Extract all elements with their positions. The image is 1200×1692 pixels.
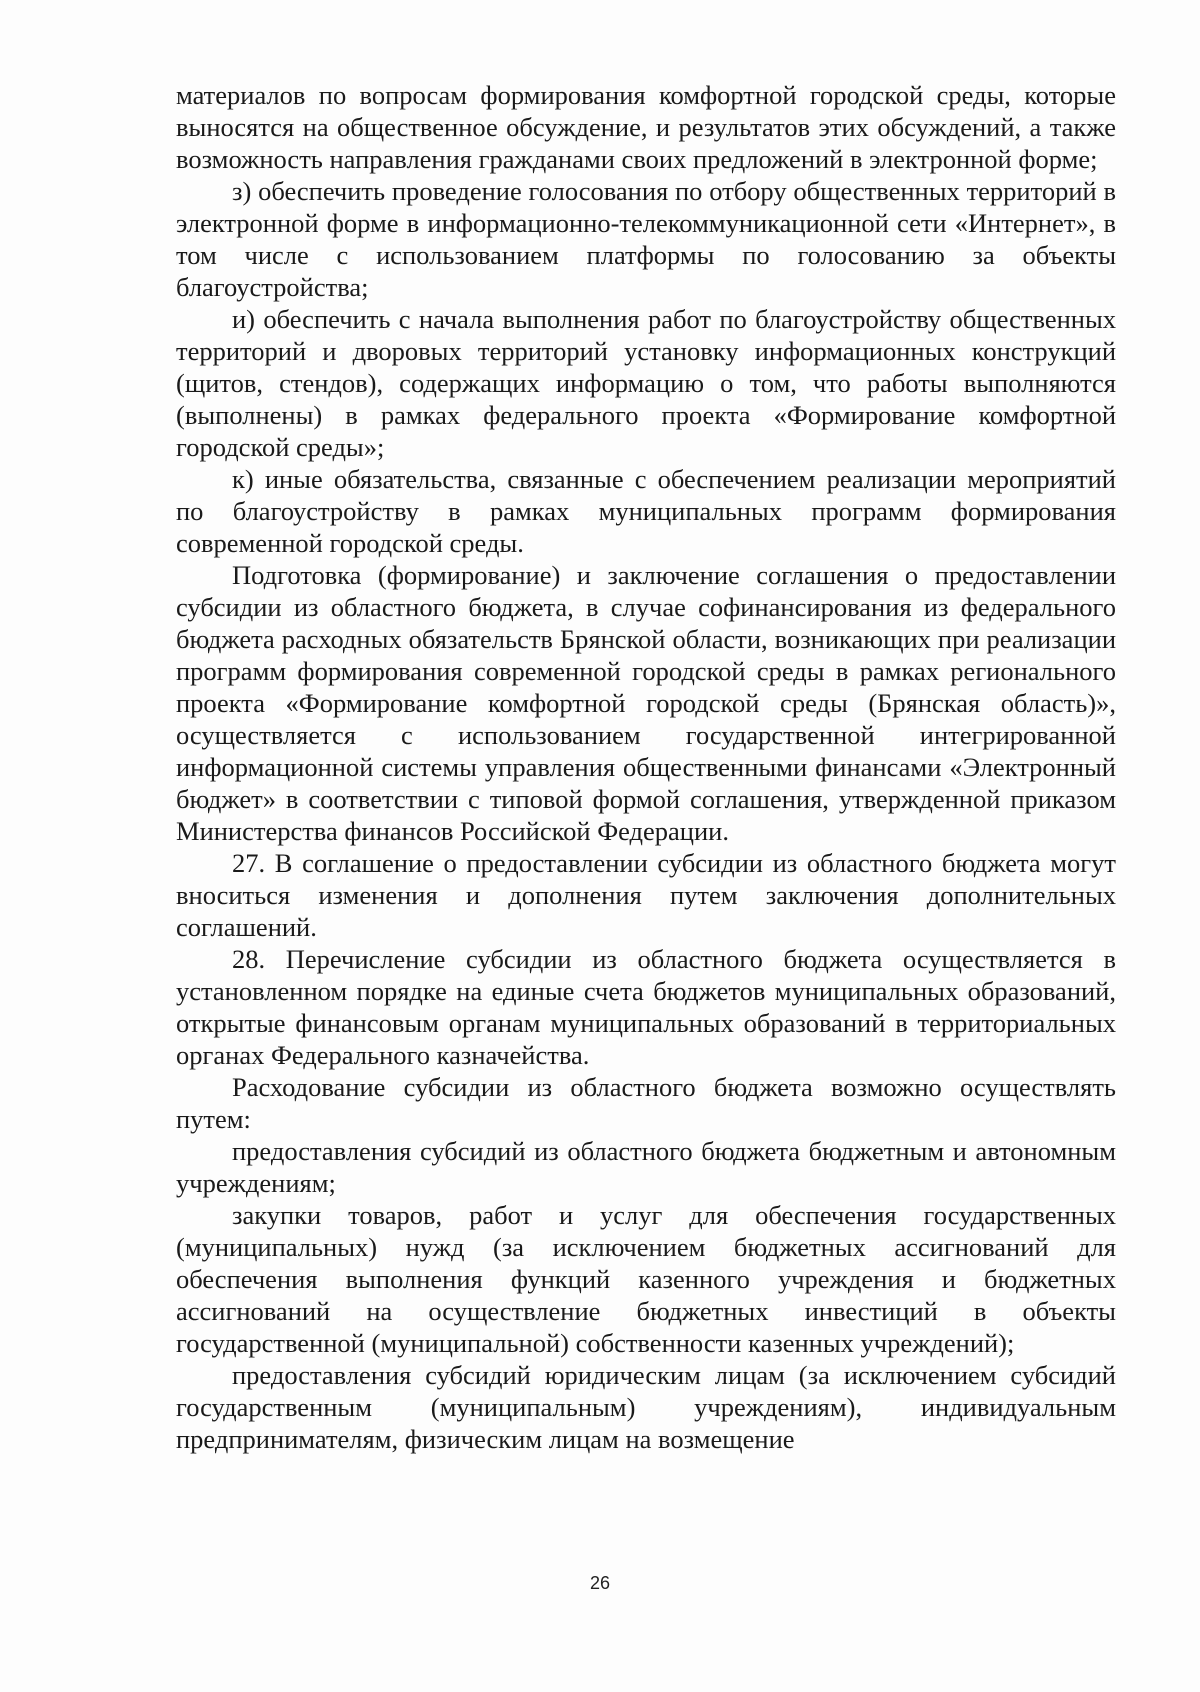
paragraph-item-z: з) обеспечить проведение голосования по отбору общественных территорий в электронной форме в информационно-телекоммуникационной сети «Интернет», в том числе с использованием платформы по голосованию за объекты благоустройства; <box>176 176 1116 302</box>
paragraph-item-i: и) обеспечить с начала выполнения работ по благоустройству общественных территорий и дворовых территорий установку информационных конструкций (щитов, стендов), содержащих информацию о том, что работы выполняются (выполнены) в рамках федерального проекта «Формирование комфортной городской среды»; <box>176 304 1116 462</box>
paragraph-clause-28: 28. Перечисление субсидии из областного бюджета осуществляется в установленном порядке на единые счета бюджетов муниципальных образований, открытые финансовым органам муниципальных образований в территориальных органах Федерального казначейства. <box>176 944 1116 1070</box>
paragraph-agreement-preparation: Подготовка (формирование) и заключение соглашения о предоставлении субсидии из областного бюджета, в случае софинансирования из федерального бюджета расходных обязательств Брянской области, возникающих при реализации программ формирования современной городской среды в рамках регионального проекта «Формирование комфортной городской среды (Брянская область)», осуществляется с использованием государственной интегрированной информационной системы управления общественными финансами «Электронный бюджет» в соответствии с типовой формой соглашения, утвержденной приказом Министерства финансов Российской Федерации. <box>176 560 1116 846</box>
document-body <box>176 79 1116 1455</box>
paragraph-spending-option-3: предоставления субсидий юридическим лицам (за исключением субсидий государственным (муниципальным) учреждениям), индивидуальным предпринимателям, физическим лицам на возмещение <box>176 1360 1116 1454</box>
paragraph-spending-intro: Расходование субсидии из областного бюджета возможно осуществлять путем: <box>176 1072 1116 1134</box>
paragraph-spending-option-1: предоставления субсидий из областного бюджета бюджетным и автономным учреждениям; <box>176 1136 1116 1198</box>
page-number: 26 <box>589 1573 611 1593</box>
paragraph-spending-option-2: закупки товаров, работ и услуг для обеспечения государственных (муниципальных) нужд (за исключением бюджетных ассигнований для обеспечения выполнения функций казенного учреждения и бюджетных ассигнований на осуществление бюджетных инвестиций в объекты государственной (муниципальной) собственности казенных учреждений); <box>176 1200 1116 1358</box>
paragraph-continuation: материалов по вопросам формирования комфортной городской среды, которые выносятся на общественное обсуждение, и результатов этих обсуждений, а также возможность направления гражданами своих предложений в электронной форме; <box>176 80 1116 174</box>
paragraph-clause-27: 27. В соглашение о предоставлении субсидии из областного бюджета могут вноситься изменения и дополнения путем заключения дополнительных соглашений. <box>176 848 1116 942</box>
paragraph-item-k: к) иные обязательства, связанные с обеспечением реализации мероприятий по благоустройству в рамках муниципальных программ формирования современной городской среды. <box>176 464 1116 558</box>
